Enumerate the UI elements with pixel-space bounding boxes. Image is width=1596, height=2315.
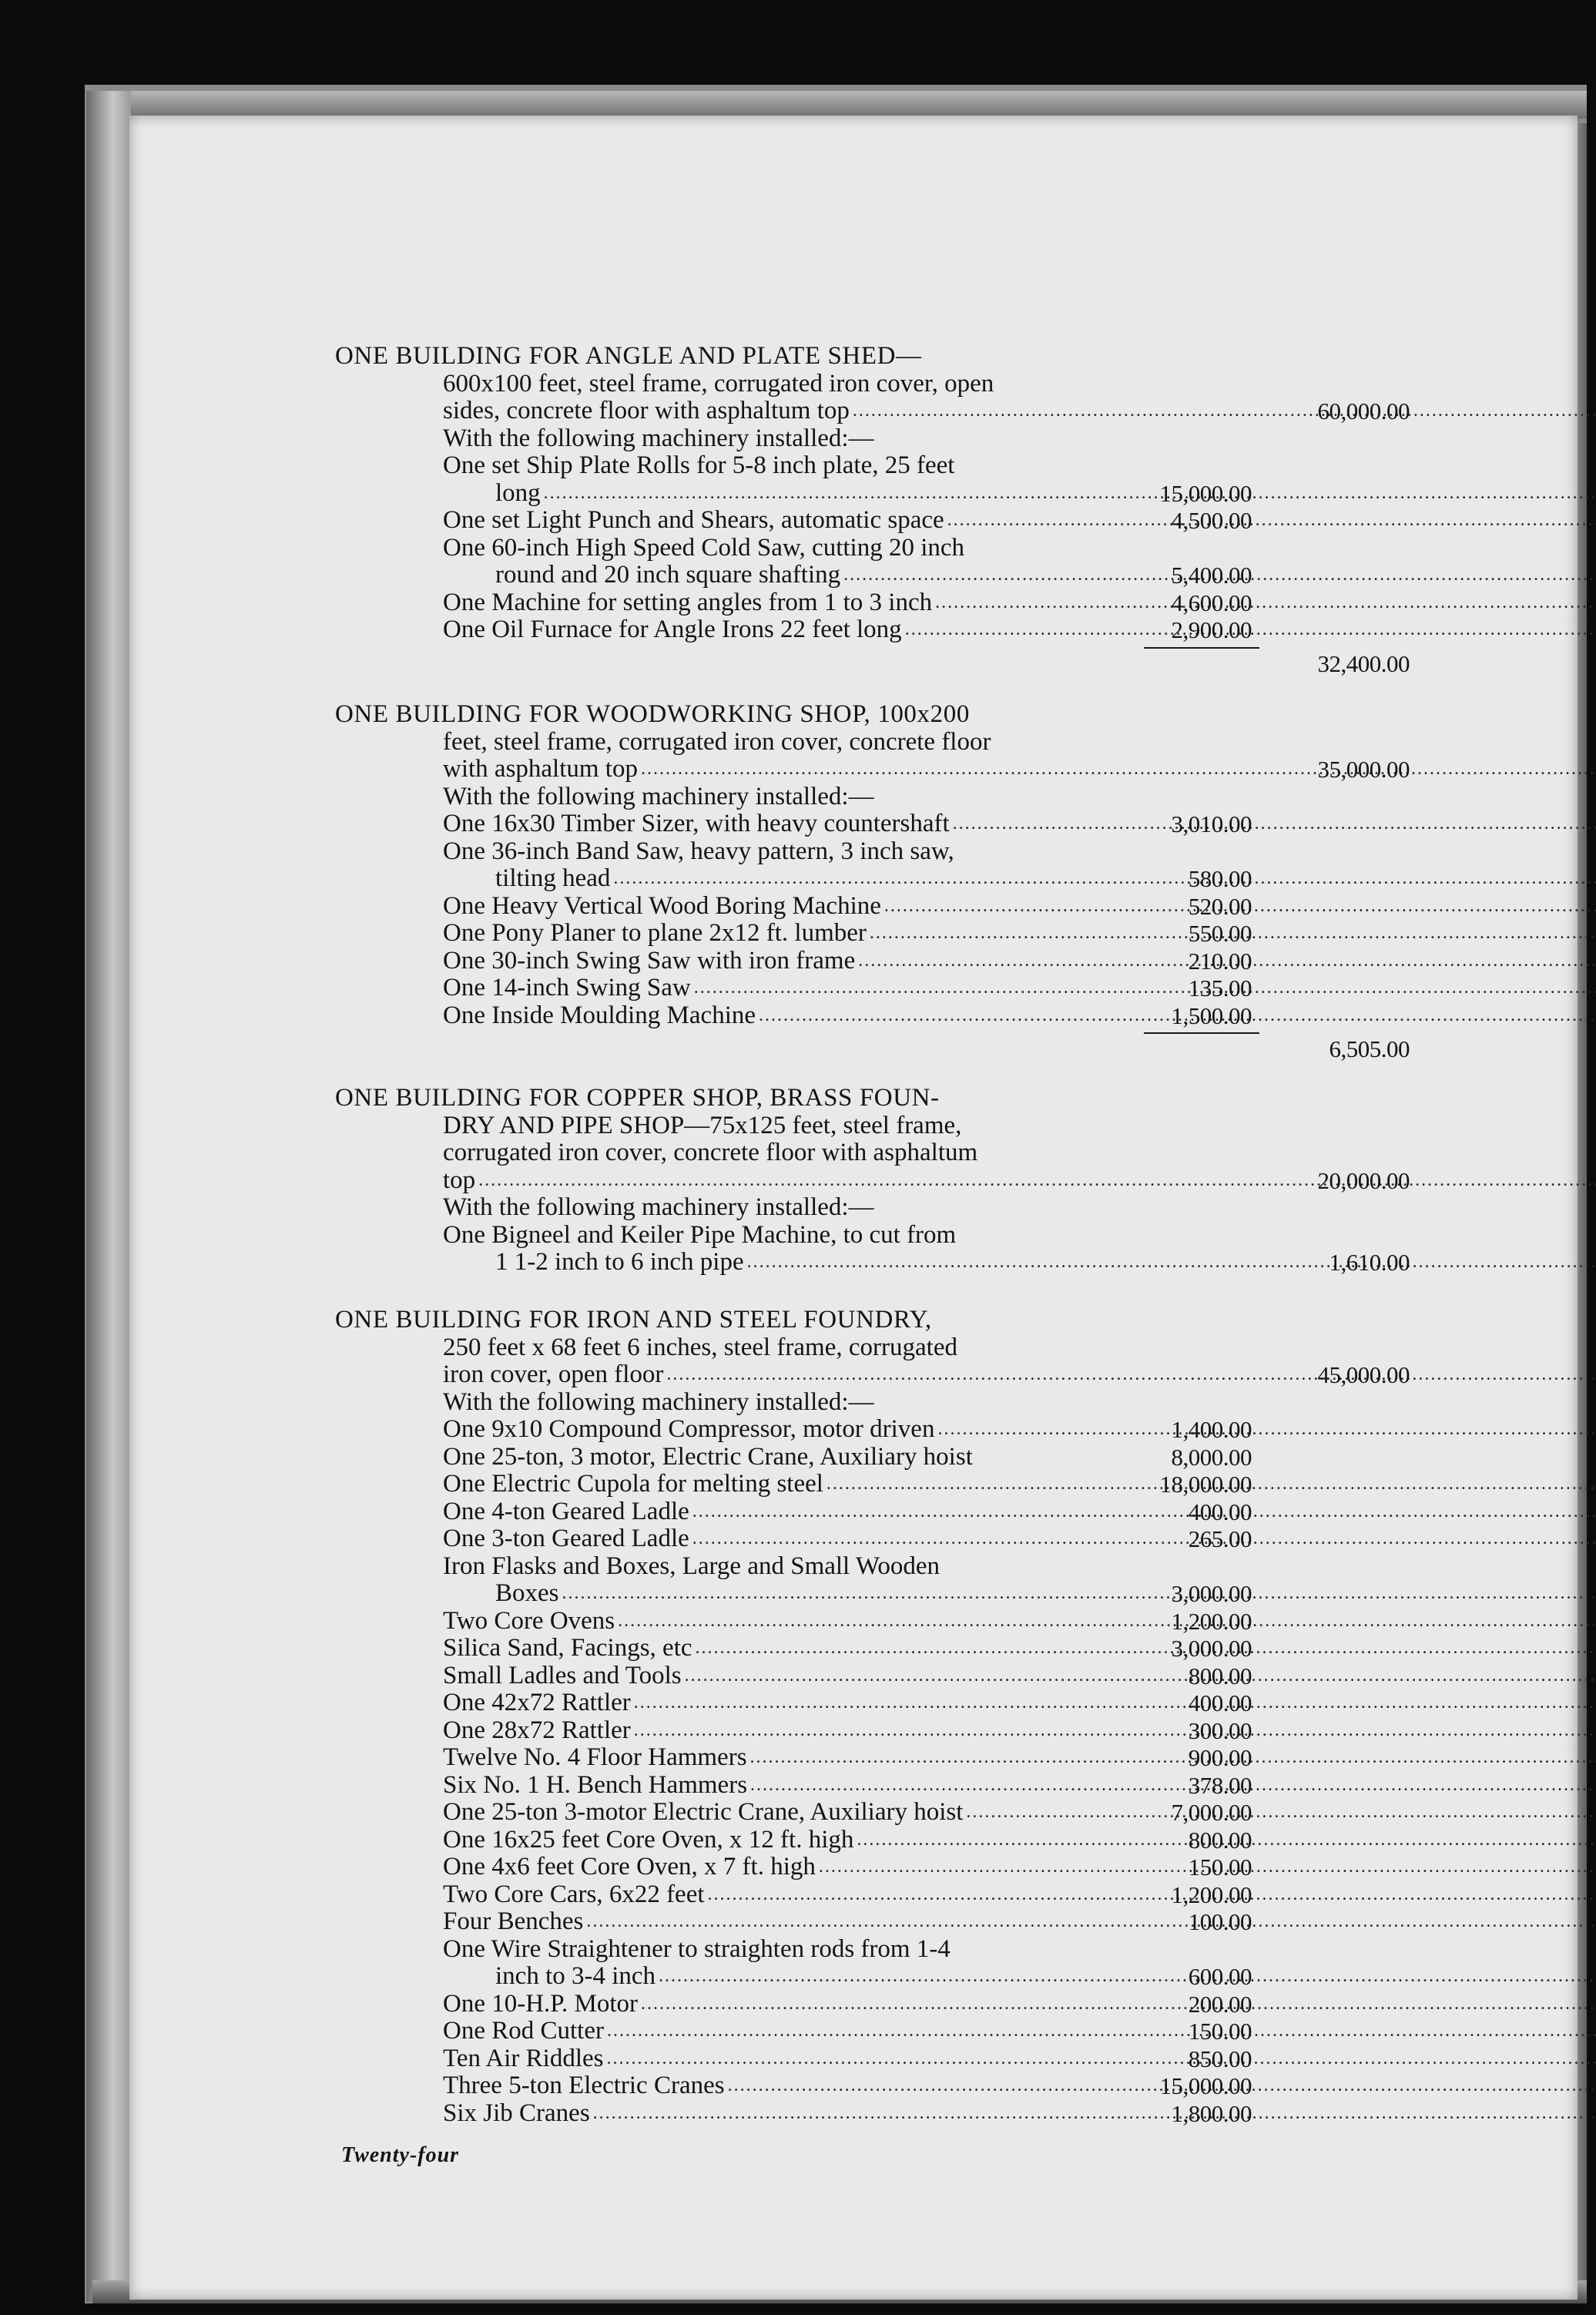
line-item [335, 1444, 1413, 1471]
item-value: 5,400.00 [1171, 562, 1252, 589]
line-item [335, 1936, 1413, 1964]
line-item-label: Ten Air Riddles [443, 2045, 607, 2072]
line-item-label: One 4x6 feet Core Oven, x 7 ft. high [443, 1854, 819, 1881]
line-item [335, 1827, 1413, 1854]
page-edge-top [92, 91, 1587, 119]
line-item-text [443, 975, 1140, 1002]
section-heading: ONE BUILDING FOR COPPER SHOP, BRASS FOUN- [335, 1084, 940, 1112]
subtotal-line [335, 1029, 1413, 1062]
section-3 [335, 1085, 1413, 1277]
item-value: 3,010.00 [1171, 810, 1252, 837]
line-item-label: Silica Sand, Facings, etc [443, 1635, 696, 1662]
line-item-text [443, 1881, 1140, 1909]
item-value: 520.00 [1188, 892, 1252, 920]
item-value: 1,200.00 [1171, 1607, 1252, 1635]
line-item [335, 729, 1413, 757]
line-item [335, 452, 1413, 480]
line-item [335, 2018, 1413, 2045]
line-item-text [443, 1553, 1140, 1581]
line-item-label: One 30-inch Swing Saw with iron frame [443, 948, 858, 975]
line-item-label: with asphaltum top [443, 756, 641, 783]
line-item-label: One 3-ton Geared Ladle [443, 1525, 692, 1552]
line-item-label: One 60-inch High Speed Cold Saw, cutting 20 inch [443, 535, 967, 562]
item-value: 15,000.00 [1159, 2072, 1252, 2099]
section-4 [335, 1307, 1413, 2127]
line-item [335, 1139, 1413, 1167]
line-item-text [443, 1361, 1140, 1389]
item-value: 550.00 [1188, 920, 1252, 947]
line-item [335, 1167, 1413, 1195]
line-item-label: 250 feet x 68 feet 6 inches, steel frame, corrugated [443, 1334, 961, 1361]
line-item [335, 1608, 1413, 1636]
line-item-label: Twelve No. 4 Floor Hammers [443, 1744, 750, 1771]
page-edge-left [86, 91, 131, 2302]
line-item-text [443, 783, 1140, 811]
item-value: 1,800.00 [1171, 2099, 1252, 2127]
line-item [335, 1416, 1413, 1444]
line-item-text [443, 893, 1140, 921]
line-item-text [495, 1580, 1140, 1608]
item-value: 200.00 [1188, 1990, 1252, 2018]
item-value: 800.00 [1188, 1662, 1252, 1689]
line-item-text [443, 1389, 1140, 1417]
line-item-text [443, 1525, 1140, 1553]
item-value: 580.00 [1188, 865, 1252, 892]
line-item-text [443, 2072, 1140, 2100]
line-item [335, 1991, 1413, 2018]
line-item [335, 920, 1413, 948]
line-item-text [443, 729, 1140, 757]
item-value: 150.00 [1188, 2018, 1252, 2045]
line-item-text [443, 1416, 1140, 1444]
line-item [335, 1334, 1413, 1362]
line-item [335, 398, 1413, 425]
line-item-text [443, 535, 1140, 562]
line-item-text [443, 948, 1140, 975]
item-total: 20,000.00 [1317, 1166, 1410, 1194]
line-item [335, 2100, 1413, 2128]
line-item-label: One Pony Planer to plane 2x12 ft. lumber [443, 920, 870, 947]
line-item [335, 2072, 1413, 2100]
line-item-text [443, 425, 1140, 453]
item-value: 265.00 [1188, 1525, 1252, 1552]
line-item-label: Two Core Cars, 6x22 feet [443, 1881, 708, 1908]
line-item-label: One 10-H.P. Motor [443, 1991, 641, 2018]
line-item [335, 1498, 1413, 1526]
line-item [335, 616, 1413, 644]
line-item-label: One Bigneel and Keiler Pipe Machine, to cut from [443, 1222, 959, 1249]
line-item [335, 1963, 1413, 1991]
line-item-text [443, 1112, 1140, 1140]
line-item-label: Six Jib Cranes [443, 2100, 593, 2127]
line-item-label: Four Benches [443, 1908, 586, 1935]
line-item-text [443, 920, 1140, 948]
line-item [335, 2045, 1413, 2073]
item-value: 300.00 [1188, 1716, 1252, 1744]
item-value: 1,500.00 [1171, 1001, 1252, 1029]
line-item-text [443, 1334, 1140, 1362]
line-item [335, 1222, 1413, 1250]
line-item-text [443, 1002, 1140, 1030]
line-item [335, 425, 1413, 453]
line-item-label: One Machine for setting angles from 1 to 3 inch [443, 589, 935, 616]
line-item-label: One Oil Furnace for Angle Irons 22 feet long [443, 616, 905, 643]
line-item-text [443, 1908, 1140, 1936]
line-item-text [443, 1772, 1140, 1800]
item-value: 3,000.00 [1171, 1580, 1252, 1607]
item-value: 15,000.00 [1159, 479, 1252, 507]
line-item-text [443, 2100, 1140, 2128]
line-item [335, 893, 1413, 921]
line-item-label: One 14-inch Swing Saw [443, 975, 694, 1001]
line-item-label: Iron Flasks and Boxes, Large and Small Wooden [443, 1553, 943, 1580]
line-item-text [443, 398, 1140, 425]
line-item [335, 838, 1413, 866]
line-item-label: One set Light Punch and Shears, automatic space [443, 507, 947, 534]
line-item [335, 562, 1413, 589]
line-item-text [443, 1194, 1140, 1222]
line-item-label: One 42x72 Rattler [443, 1689, 634, 1716]
line-item-label: DRY AND PIPE SHOP—75x125 feet, steel frame, [443, 1112, 964, 1139]
line-item-text [443, 2045, 1140, 2073]
line-item-label: iron cover, open floor [443, 1361, 666, 1388]
item-value: 1,400.00 [1171, 1416, 1252, 1443]
line-item [335, 1002, 1413, 1030]
line-item-text [443, 838, 1140, 866]
line-item [335, 948, 1413, 975]
item-value: 210.00 [1188, 947, 1252, 975]
line-item-label: top [443, 1167, 478, 1194]
line-item-text [443, 507, 1140, 535]
item-total: 45,000.00 [1317, 1361, 1410, 1388]
line-item-label: long [495, 480, 544, 507]
line-item-label: Three 5-ton Electric Cranes [443, 2072, 728, 2099]
line-item-text [495, 1249, 1140, 1277]
line-item [335, 1553, 1413, 1581]
line-item-text [443, 589, 1140, 617]
line-item-label: One 36-inch Band Saw, heavy pattern, 3 inch saw, [443, 838, 957, 865]
item-value: 400.00 [1188, 1498, 1252, 1525]
item-value: 400.00 [1188, 1689, 1252, 1716]
line-item [335, 810, 1413, 838]
sum-rule [1144, 647, 1259, 649]
line-item [335, 1662, 1413, 1690]
line-item-label: With the following machinery installed:— [443, 1194, 877, 1221]
line-item [335, 1854, 1413, 1881]
line-item [335, 1471, 1413, 1498]
line-item-label: One 16x25 feet Core Oven, x 12 ft. high [443, 1827, 857, 1854]
line-item-label: One 9x10 Compound Compressor, motor driven [443, 1416, 937, 1443]
line-item-label: tilting head [495, 865, 613, 892]
line-item-label: feet, steel frame, corrugated iron cover, concrete floor [443, 729, 994, 756]
line-item [335, 1249, 1413, 1277]
line-item-text [443, 1991, 1140, 2018]
line-item [335, 975, 1413, 1002]
line-item-text [495, 865, 1140, 893]
line-item-text [443, 1635, 1140, 1662]
line-item-text [443, 616, 1140, 644]
line-item-text [443, 810, 1140, 838]
line-item [335, 1908, 1413, 1936]
line-item [335, 1772, 1413, 1800]
line-item-label: One 16x30 Timber Sizer, with heavy countershaft [443, 810, 953, 837]
line-item-label: With the following machinery installed:— [443, 425, 877, 452]
section-heading: ONE BUILDING FOR WOODWORKING SHOP, 100x200 [335, 700, 970, 728]
item-value: 600.00 [1188, 1963, 1252, 1990]
line-item-text [443, 1936, 1140, 1964]
line-item-label: One Electric Cupola for melting steel [443, 1471, 826, 1498]
item-value: 18,000.00 [1159, 1471, 1252, 1498]
line-item-label: Two Core Ovens [443, 1608, 618, 1635]
line-item-text [443, 1827, 1140, 1854]
line-item-label: One set Ship Plate Rolls for 5-8 inch plate, 25 feet [443, 452, 957, 479]
line-item [335, 1194, 1413, 1222]
item-value: 150.00 [1188, 1854, 1252, 1881]
line-item [335, 756, 1413, 783]
line-item-text [443, 2018, 1140, 2045]
line-item-label: sides, concrete floor with asphaltum top [443, 398, 853, 424]
line-item [335, 1744, 1413, 1772]
line-item-label: Six No. 1 H. Bench Hammers [443, 1772, 750, 1799]
sum-rule [1144, 1032, 1259, 1034]
line-item-label: 600x100 feet, steel frame, corrugated iron cover, open [443, 371, 997, 398]
line-item [335, 589, 1413, 617]
line-item-text [443, 1222, 1140, 1250]
line-item-text [443, 1662, 1140, 1690]
page-footer: Twenty-four [341, 2143, 460, 2167]
subtotal-line [335, 644, 1413, 677]
line-item-text [443, 1854, 1140, 1881]
line-item-label: Boxes [495, 1580, 562, 1607]
line-item-text [443, 452, 1140, 480]
line-item [335, 1717, 1413, 1745]
item-value: 100.00 [1188, 1908, 1252, 1935]
line-item-label: 1 1-2 inch to 6 inch pipe [495, 1249, 747, 1276]
line-item-text [443, 756, 1140, 783]
line-item-label: One 25-ton 3-motor Electric Crane, Auxiliary hoist [443, 1799, 966, 1826]
line-item-text [495, 480, 1140, 508]
line-item-text [443, 1167, 1140, 1195]
line-item-label: One 4-ton Geared Ladle [443, 1498, 692, 1525]
line-item-text [443, 371, 1140, 398]
item-value: 900.00 [1188, 1744, 1252, 1771]
line-item [335, 480, 1413, 508]
item-value: 4,500.00 [1171, 507, 1252, 534]
line-item [335, 371, 1413, 398]
line-item-label: One Rod Cutter [443, 2018, 607, 2045]
item-value: 3,000.00 [1171, 1635, 1252, 1662]
line-item-label: One 25-ton, 3 motor, Electric Crane, Auxiliary hoist [443, 1444, 976, 1471]
line-item-label: One 28x72 Rattler [443, 1717, 634, 1744]
line-item-text [443, 1139, 1140, 1167]
item-value: 850.00 [1188, 2045, 1252, 2072]
item-value: 8,000.00 [1171, 1443, 1252, 1471]
line-item-text [443, 1471, 1140, 1498]
line-item [335, 1112, 1413, 1140]
item-total: 60,000.00 [1317, 398, 1410, 424]
item-value: 135.00 [1188, 975, 1252, 1001]
line-item [335, 507, 1413, 535]
line-item [335, 1525, 1413, 1553]
section-2 [335, 700, 1413, 1062]
item-value: 1,200.00 [1171, 1881, 1252, 1908]
line-item [335, 783, 1413, 811]
item-value: 800.00 [1188, 1826, 1252, 1854]
line-item-label: inch to 3-4 inch [495, 1963, 659, 1990]
line-item [335, 1635, 1413, 1662]
line-item-label: One Inside Moulding Machine [443, 1002, 759, 1029]
item-value: 378.00 [1188, 1771, 1252, 1799]
line-item-text [443, 1498, 1140, 1526]
section-heading: ONE BUILDING FOR ANGLE AND PLATE SHED— [335, 342, 922, 370]
line-item-label: corrugated iron cover, concrete floor with asphaltum [443, 1139, 981, 1166]
line-item-label: One Wire Straightener to straighten rods from 1-4 [443, 1936, 954, 1963]
item-value: 4,600.00 [1171, 589, 1252, 616]
line-item [335, 865, 1413, 893]
line-item-text [443, 1744, 1140, 1772]
line-item-text [443, 1689, 1140, 1717]
line-item-label: One Heavy Vertical Wood Boring Machine [443, 893, 884, 920]
line-item-text [443, 1444, 1140, 1471]
line-item-text [443, 1608, 1140, 1636]
line-item [335, 1580, 1413, 1608]
subtotal-value: 32,400.00 [1317, 649, 1410, 677]
line-item-text [495, 562, 1140, 589]
line-item-label: With the following machinery installed:— [443, 1389, 877, 1416]
line-item [335, 1881, 1413, 1909]
item-value: 7,000.00 [1171, 1799, 1252, 1826]
line-item [335, 1389, 1413, 1417]
line-item-label: With the following machinery installed:— [443, 783, 877, 810]
line-item-text [495, 1963, 1140, 1991]
line-item [335, 1799, 1413, 1827]
section-heading: ONE BUILDING FOR IRON AND STEEL FOUNDRY, [335, 1306, 932, 1334]
line-item-label: Small Ladles and Tools [443, 1662, 685, 1689]
line-item-text [443, 1717, 1140, 1745]
subtotal-value: 6,505.00 [1329, 1035, 1410, 1062]
line-item-label: round and 20 inch square shafting [495, 562, 843, 589]
section-1 [335, 342, 1413, 677]
line-item [335, 1361, 1413, 1389]
line-item [335, 1689, 1413, 1717]
item-total: 1,610.00 [1329, 1249, 1410, 1276]
line-item-text [443, 1799, 1140, 1827]
line-item [335, 535, 1413, 562]
item-total: 35,000.00 [1317, 756, 1410, 783]
item-value: 2,900.00 [1171, 616, 1252, 643]
